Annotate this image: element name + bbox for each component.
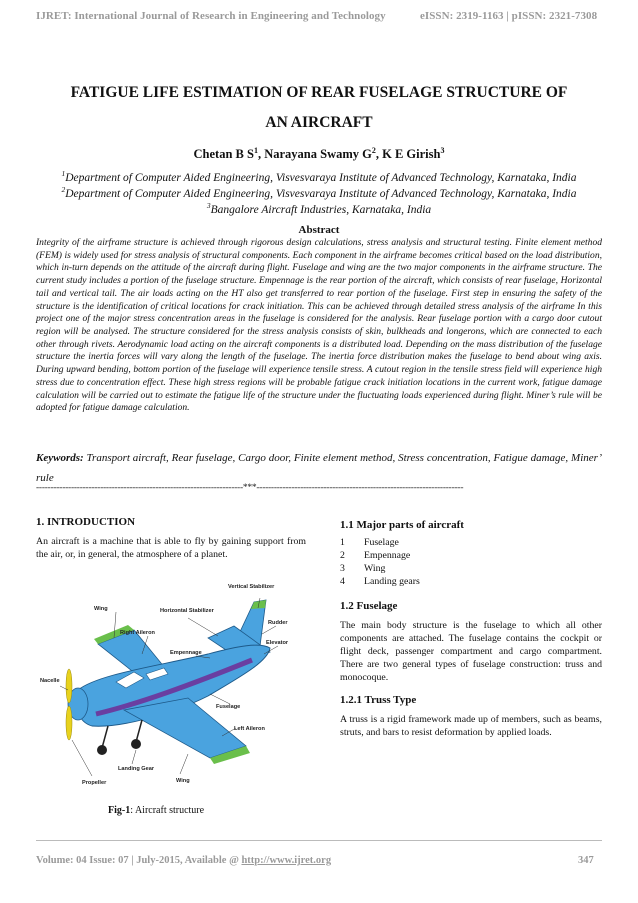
author-sup: 1 xyxy=(253,146,258,155)
label-empennage: Empennage xyxy=(170,650,202,656)
main-gear-strut xyxy=(136,720,142,742)
journal-link[interactable]: http://www.ijret.org xyxy=(241,855,332,866)
abstract-heading: Abstract xyxy=(298,224,340,236)
list-item xyxy=(340,576,420,587)
leader-line xyxy=(262,626,276,634)
list-label: Fuselage xyxy=(364,537,399,548)
truss-text: A truss is a rigid framework made up of members, such as beams, struts, and bars to resist deformation by applied loads. xyxy=(340,714,602,738)
list-label: Landing gears xyxy=(364,576,420,587)
issn-header: eISSN: 2319-1163 | pISSN: 2321-7308 xyxy=(420,10,598,22)
list-number: 3 xyxy=(340,563,345,574)
list-item xyxy=(340,537,399,548)
affiliation-sup: 1 xyxy=(61,169,66,178)
affiliation-text: Bangalore Aircraft Industries, Karnataka, India xyxy=(210,203,432,216)
label-fuselage: Fuselage xyxy=(216,704,241,710)
major-parts-heading: 1.1 Major parts of aircraft xyxy=(340,519,464,531)
footer-rule xyxy=(36,840,602,841)
journal-header: IJRET: International Journal of Research in Engineering and Technology xyxy=(36,10,386,22)
paper-title xyxy=(30,78,608,138)
label-right-aileron: Right Aileron xyxy=(120,630,155,636)
figure-caption-label: Fig-1 xyxy=(108,805,131,816)
keywords xyxy=(36,448,602,488)
author-separator: , xyxy=(375,147,383,162)
fuselage-heading: 1.2 Fuselage xyxy=(340,600,398,612)
label-vertical-stabilizer: Vertical Stabilizer xyxy=(228,584,275,590)
label-wing-top: Wing xyxy=(94,606,108,612)
label-landing-gear: Landing Gear xyxy=(118,766,155,772)
list-label: Wing xyxy=(364,563,386,574)
leader-line xyxy=(132,750,136,764)
intro-heading: 1. INTRODUCTION xyxy=(36,516,136,528)
nose-gear-wheel xyxy=(97,745,107,755)
label-left-aileron: Left Aileron xyxy=(234,726,265,732)
affiliation-3 xyxy=(36,201,602,216)
affiliation-1 xyxy=(36,169,602,184)
leader-line xyxy=(188,618,218,636)
keywords-text: Transport aircraft, Rear fuselage, Cargo door, Finite element method, Stress concentration, Fatigue damage, Miner’ rule xyxy=(36,452,602,484)
fuselage-text: The main body structure is the fuselage to which all other components are attached. The fuselage contains the cockpit or flight deck, passenger compartment and cargo compartment. There are two general types of fuselage construction: truss and monocoque. xyxy=(340,620,602,683)
affiliation-text: Department of Computer Aided Engineering, Visvesvaraya Institute of Advanced Technology, Karnataka, India xyxy=(65,171,577,184)
footer-volume xyxy=(36,855,331,866)
section-divider: -----------------------------------------------------------------------***----------------------------------------------------------------------- xyxy=(36,483,464,493)
list-item xyxy=(340,550,410,561)
leader-line xyxy=(180,754,188,774)
authors xyxy=(0,146,638,162)
truss-heading: 1.2.1 Truss Type xyxy=(340,694,417,706)
abstract-body: Integrity of the airframe structure is achieved through rigorous design calculations, stress analysis and structural testing. Finite element method (FEM) is widely used for stress analysis of structural components. Each component in the airframe becomes critical based on the load distribution, which in-turn depends on the attitude of the aircraft during flight. Fuselage and wing are the two major components in the airframe structure. The current study includes a portion of the fuselage structure. Empennage is the rear portion of the aircraft, which consists of rear fuselage, Horizontal tail and vertical tail. The air loads acting on the HT also get transferred to rear portion of the fuselage. First step in ensuring the safety of the structure is the identification of critical locations for crack initiation. This can be achieved through detailed stress analysis of the airframe In this project one of the major stress concentration areas in the fuselage is considered for the analysis. Rear fuselage portion with a cargo door cutout region will be analysed. The structure considered for the stress analysis consists of skin, bulkheads and longerons, which are connected to each other through rivets. Aerodynamic load acting on the aircraft components is a distributed load. Depending on the mass distribution of the fuselage structure the inertia forces will vary along the length of the fuselage. The inertia force distribution makes the fuselage to bend about wing axis. During upward bending, bottom portion of the fuselage will experience tensile stress. A cutout region in the tensile stress field will experience high stress due to concentration effect. These high stress regions will be probable fatigue crack initiation locations in the current work, fatigue damage calculation will be carried out to estimate the fatigue life of the structure under the fluctuating loads experienced during flight. Miner’s rule will be adopted for fatigue damage calculation. xyxy=(36,237,602,414)
title-line-1: FATIGUE LIFE ESTIMATION OF REAR FUSELAGE STRUCTURE OF xyxy=(70,84,568,101)
affiliation-text: Department of Computer Aided Engineering, Visvesvaraya Institute of Advanced Technology, Karnataka, India xyxy=(65,187,577,200)
list-label: Empennage xyxy=(364,550,411,561)
nose-gear-strut xyxy=(102,726,108,748)
list-number: 1 xyxy=(340,537,345,548)
list-number: 4 xyxy=(340,576,345,587)
main-gear-wheel xyxy=(131,739,141,749)
propeller-blade-upper xyxy=(66,669,72,703)
leader-line xyxy=(210,694,230,704)
aircraft-structure-figure xyxy=(38,578,308,794)
label-elevator: Elevator xyxy=(266,640,289,646)
affiliation-sup: 3 xyxy=(206,201,211,210)
figure-caption xyxy=(108,805,204,816)
label-horizontal-stabilizer: Horizontal Stabilizer xyxy=(160,608,214,614)
intro-text: An aircraft is a machine that is able to fly by gaining support from the air, or, in general, the atmosphere of a planet. xyxy=(36,536,306,560)
author-name: Chetan B S xyxy=(193,147,254,162)
author-name: Narayana Swamy G xyxy=(264,147,372,162)
list-number: 2 xyxy=(340,550,345,561)
affiliation-2 xyxy=(36,185,602,200)
figure-caption-text: : Aircraft structure xyxy=(130,805,205,816)
propeller-blade-lower xyxy=(66,706,72,740)
label-propeller: Propeller xyxy=(82,780,107,786)
title-line-2: AN AIRCRAFT xyxy=(265,114,373,131)
page-number: 347 xyxy=(578,855,594,866)
label-wing-bottom: Wing xyxy=(176,778,190,784)
keywords-label: Keywords: xyxy=(36,452,84,464)
label-rudder: Rudder xyxy=(268,620,288,626)
author-sup: 2 xyxy=(371,146,376,155)
leader-line xyxy=(72,740,92,776)
author-separator: , xyxy=(257,147,265,162)
label-nacelle: Nacelle xyxy=(40,678,60,684)
list-item xyxy=(340,563,385,574)
footer-volume-text: Volume: 04 Issue: 07 | July-2015, Available @ xyxy=(36,855,242,866)
affiliation-sup: 2 xyxy=(61,185,66,194)
author-name: K E Girish xyxy=(382,147,441,162)
author-sup: 3 xyxy=(440,146,445,155)
